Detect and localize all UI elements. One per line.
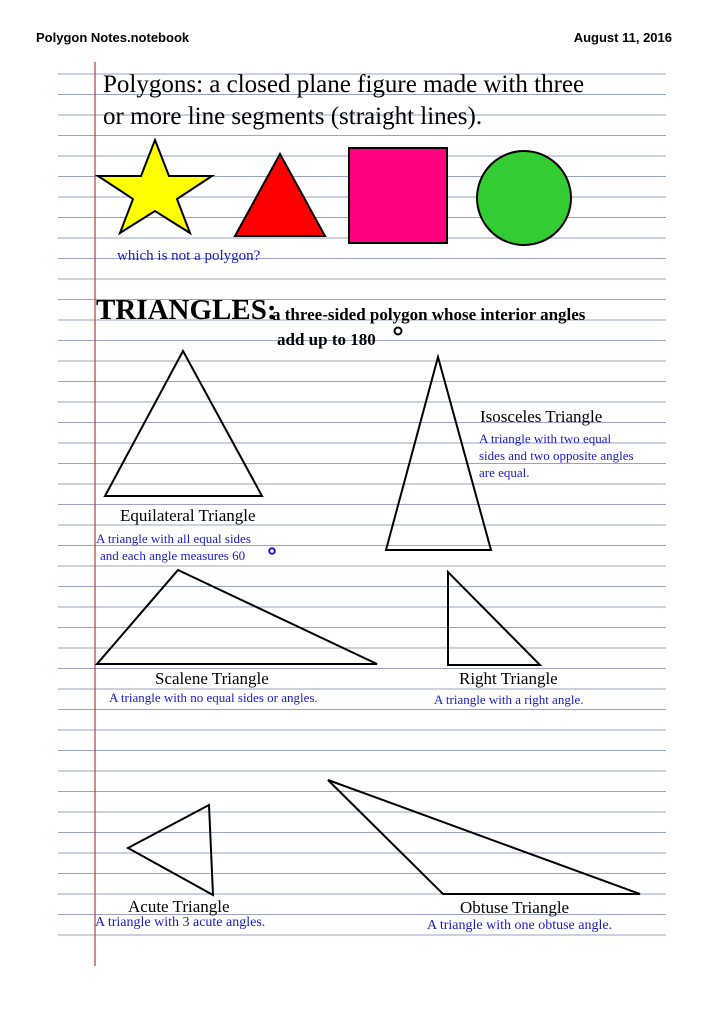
triangles-heading: TRIANGLES: [96, 294, 277, 326]
right-desc: A triangle with a right angle. [434, 692, 584, 707]
scalene-triangle-shape [97, 570, 377, 664]
acute-name: Acute Triangle [128, 897, 230, 916]
isosceles-desc-line-1: A triangle with two equal [479, 431, 612, 446]
obtuse-desc: A triangle with one obtuse angle. [427, 918, 613, 933]
red-triangle-shape [235, 154, 325, 236]
pink-square-shape [349, 148, 447, 243]
degree-symbol [395, 328, 402, 335]
isosceles-triangle-shape [386, 357, 491, 550]
right-triangle-shape [448, 572, 540, 665]
scalene-name: Scalene Triangle [155, 669, 269, 688]
star-shape [98, 140, 212, 233]
polygons-title-line-1: Polygons: a closed plane figure made with three [103, 71, 585, 98]
polygon-question: which is not a polygon? [117, 248, 261, 264]
triangles-definition-line-2: add up to 180 [277, 330, 376, 349]
notebook-date: August 11, 2016 [573, 30, 672, 45]
degree-symbol-blue [269, 548, 275, 554]
isosceles-desc-line-2: sides and two opposite angles [479, 448, 634, 463]
scalene-desc: A triangle with no equal sides or angles. [109, 690, 318, 705]
notebook-filename: Polygon Notes.notebook [36, 30, 190, 45]
triangles-definition-line-1: a three-sided polygon whose interior angles [272, 305, 586, 324]
obtuse-triangle-shape [328, 780, 640, 894]
equilateral-name: Equilateral Triangle [120, 506, 256, 525]
isosceles-desc-line-3: are equal. [479, 465, 530, 480]
obtuse-name: Obtuse Triangle [460, 898, 570, 917]
isosceles-name: Isosceles Triangle [480, 407, 603, 426]
equilateral-desc-line-1: A triangle with all equal sides [96, 531, 251, 546]
equilateral-desc-line-2: and each angle measures 60 [100, 548, 246, 563]
acute-triangle-shape [128, 805, 213, 895]
right-name: Right Triangle [459, 669, 558, 688]
green-circle-shape [477, 151, 571, 245]
equilateral-triangle-shape [105, 351, 262, 496]
acute-desc: A triangle with 3 acute angles. [95, 915, 266, 930]
polygons-title-line-2: or more line segments (straight lines). [103, 103, 483, 130]
